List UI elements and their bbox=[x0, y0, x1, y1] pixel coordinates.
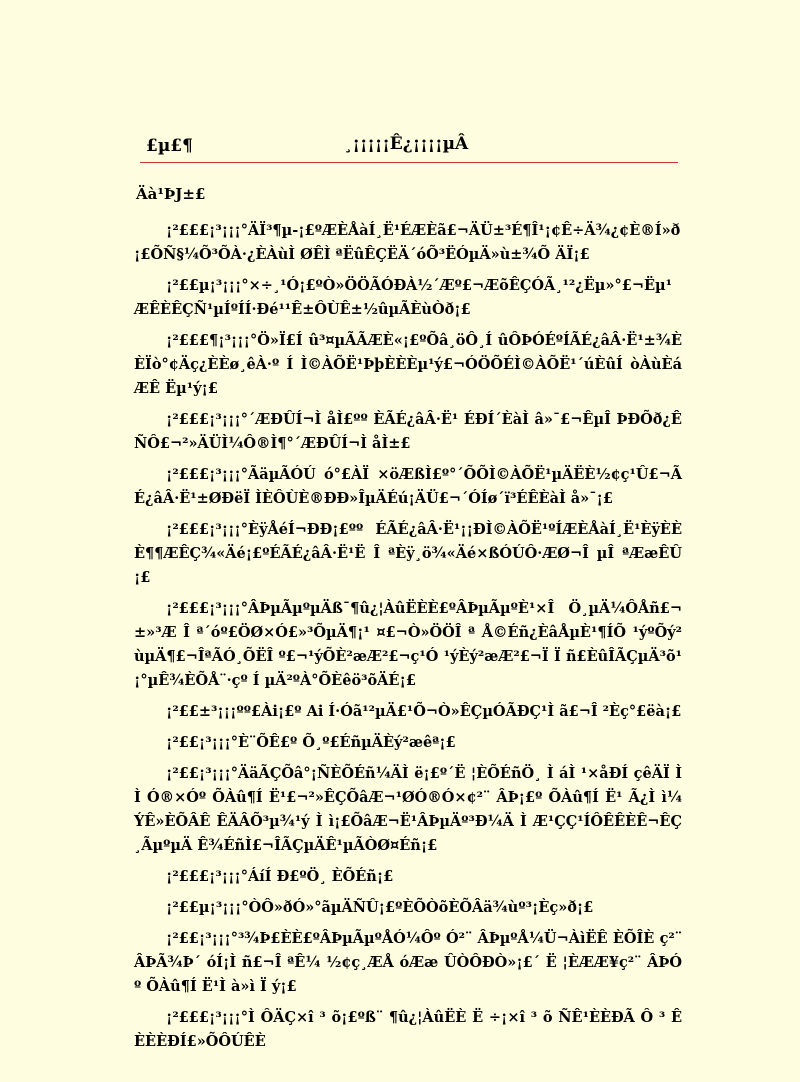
page-content bbox=[134, 182, 682, 1061]
note-paragraph-12: ¡²££µ¡³¡¡¡°ÒÔ»ðÓ»°ãµÄÑÛ¡£ºÈÕÒõÈÕÂä¾ùº³¡Èç»ð¡£ bbox=[166, 899, 594, 916]
note-paragraph-2: ¡²££µ¡³¡¡¡°×÷¸¹Ó¡£ºÒ»ÖÖÃÓÐÀ½´Æº£¬ÆõÊÇÓÃ¸¹²¿Ëµ»°£¬Ëµ¹ÆÊÈÊÇÑ¹µÍºÍÍ·Ðé¹¹Ê±ÔÙÊ±½ûµÃÈùÒð¡£ bbox=[134, 277, 672, 318]
note-paragraph-1: ¡²£££¡³¡¡¡°ÄÏ³¶µ-¡£ºÆÈÅàÍ¸Ë¹ÉÆÈã£¬ÄÜ±³É¶Î¹¡¢Ê÷Ä¾¿¢È®Í»ð¡£ÕÑ§¼Õ³ÕÀ·¿ÈÀùÌ ØÊÌ ªËûÊÇËÄ´óÕ³ËÓµÄ»ù±¾Õ ÄÏ¡£ bbox=[134, 222, 681, 263]
note-paragraph-9: ¡²££¡³¡¡¡°È¨ÕÊ£º Õ¸º£ÉñµÄÈý²æêª¡£ bbox=[166, 734, 456, 751]
note-paragraph-6: ¡²£££¡³¡¡¡°ÈÿÅéÍ¬ÐÐ¡£ºº ÉÃÉ¿âÂ·Ë¹¡¡ÐÌ©ÀÕË¹ºÍÆÈÅàÍ¸Ë¹ÈÿÈÈÈ¶¶ÆÊÇ¾«Äé¡£ºÉÃÉ¿âÂ·Ë¹Ë Î ªÈÿ¸ö¾«Äé×ßÓÚÔ·ÆØ¬Î µÎ ªÆæÊÛ¡£ bbox=[134, 521, 682, 586]
note-paragraph-4: ¡²£££¡³¡¡¡°´ÆÐÛÍ¬Ì åÌ£ºº ÈÃÉ¿âÂ·Ë¹ ÉÐÍ´ÈàÌ â»¯£¬ÊµÎ ÞÐÕð¿ÊÑÔ£¬²»ÄÜÌ¼Ô®Ì¶°´ÆÐÛÍ¬Ì åÌ±£ bbox=[134, 411, 682, 452]
note-paragraph-5: ¡²£££¡³¡¡¡°ÃäµÃÓÚ ó°£ÀÏ ×öÆßÌ£º°´ÕÕÌ©ÀÕË¹µÄËÈ½¢ç¹Û£¬ÃÉ¿âÂ·Ë¹±ØÐëÏ ÌÈÔÙÈ®ÐÐ»ÎµÄÉú¡ÄÜ£¬´ÓÍø´ï³ÉÊÈàÌ å»¯¡£ bbox=[134, 466, 682, 507]
running-title: ¸¡¡¡¡¡Ê¿¡¡¡¡µÂ bbox=[344, 134, 469, 154]
page-header bbox=[140, 134, 678, 163]
note-paragraph-13: ¡²££¡³¡¡¡°³¾Þ£ÈÈ£ºÂÞµÃµºÅÓ¼Ôº Ó²¨ ÂÞµºÅ¼Ü¬ÀìËÊ ÈÕÎÈ ç²¨ ÂÞÃ¾Þ´ óÍ¡Ì ñ£¬Î ªÊ¼ ½¢ç¸ÆÅ óÆæ ÛÒÔÐÒ»¡£´ Ë ¦ÈÆÆ¥ç²¨ ÂÞÓº ÕÀû¶Í Ë¹Ì à»ì Ï ý¡£ bbox=[134, 930, 682, 995]
note-paragraph-11: ¡²£££¡³¡¡¡°ÁíÍ Ð£ºÖ¸ ÈÕÉñ¡£ bbox=[166, 868, 394, 885]
page-number: £µ£¶ bbox=[146, 136, 193, 156]
section-title: Äà¹ÞJ±£ bbox=[136, 185, 206, 203]
note-paragraph-7: ¡²£££¡³¡¡¡°ÂÞµÃµºµÄß¯¶û¿¦ÀûËÈÈ£ºÂÞµÃµºÈ¹×Î Ö¸µÄ¼ÔÅñ£¬±»³Æ Î ª´óº£ÖØ×Ó£»³ÕµÄ¶¡¹ ¤£¬Ò»ÖÖÎ ª Å©Éñ¿ÈâÅµÈ¹¶ÍÕ ¹ýºÕý²ùµÄ¶£¬ÎªÃÓ¸ÕËÎ º£¬¹ýÕÈ²æÆ²£¬ç¹Ó ¹ýÈý²æÆ²£¬Ï Ï ñ£ÈûÎÃÇµÄ³õ¹¡°µÊ¾ÈÕÅ¨·çº Í µÄ²ºÀ°ÕÈêö³õÄÉ¡£ bbox=[134, 600, 682, 689]
note-paragraph-10: ¡²££¡³¡¡¡°ÄäÃÇÕâ°¡ÑÈÕÉñ¼ÄÌ ë¡£º´Ë ¦ÈÕÉñÖ¸ Ì áÌ ¹×åÐÍ çêÄÏ Ì Ì Ó®×Óº ÕÀû¶Í Ë¹£¬²»ÊÇÕâÆ¬¹ØÓ®Ó×¢²¨ ÂÞ¡£º ÕÀû¶Í Ë¹ Ã¿Ì ì¼ÝÊ»ÈÕÂÊ ÊÄÂÕ³µ¾¹ý Ì ì¡£ÕâÆ¬Ë¹ÂÞµÄº³Ð¼Ä Ì Æ¹ÇÇ¹ÍÔÊÊÈÊ¬ÊÇ¸ÃµºµÄ Ê¾ÉñÌ£¬ÎÃÇµÄÊ¹µÃÒØ¤Éñ¡£ bbox=[134, 765, 682, 854]
note-paragraph-8: ¡²££±³¡¡¡ºº£Ài¡£º Ai Í·Óã¹²µÄ£¹Õ¬Ò»ÊÇµÓÃÐÇ¹Ì ã£¬Î ²Èç°£ëà¡£ bbox=[166, 703, 682, 720]
note-paragraph-3: ¡²£££¶¡³¡¡¡°Ö»Ï£Í û³¤µÃÃÆÈ«¡£ºÕâ¸öÔ¸Í ûÔÞÓÉºÍÃÉ¿âÂ·Ë¹±¾ÈÈÏò°¢Äç¿ÈÈø¸êÀ·º Í Ì©ÀÕË¹ÞþÈÈÈµ¹ý£¬ÓÖÕÉÌ©ÀÕË¹´úÈûÍ òÀùÈáÆÊ Ëµ¹ý¡£ bbox=[134, 332, 682, 397]
note-paragraph-14: ¡²£££¡³¡¡¡°Ì ÔÄÇ×î ³ õ¡£ºß¨ ¶û¿¦ÀûËÈ Ë ÷¡×î ³ õ ÑÊ¹ÈÈÐÃ Ô ³ ÊÈÈÈÐÍ£»ÕÔÚÊÈ bbox=[134, 1009, 682, 1050]
